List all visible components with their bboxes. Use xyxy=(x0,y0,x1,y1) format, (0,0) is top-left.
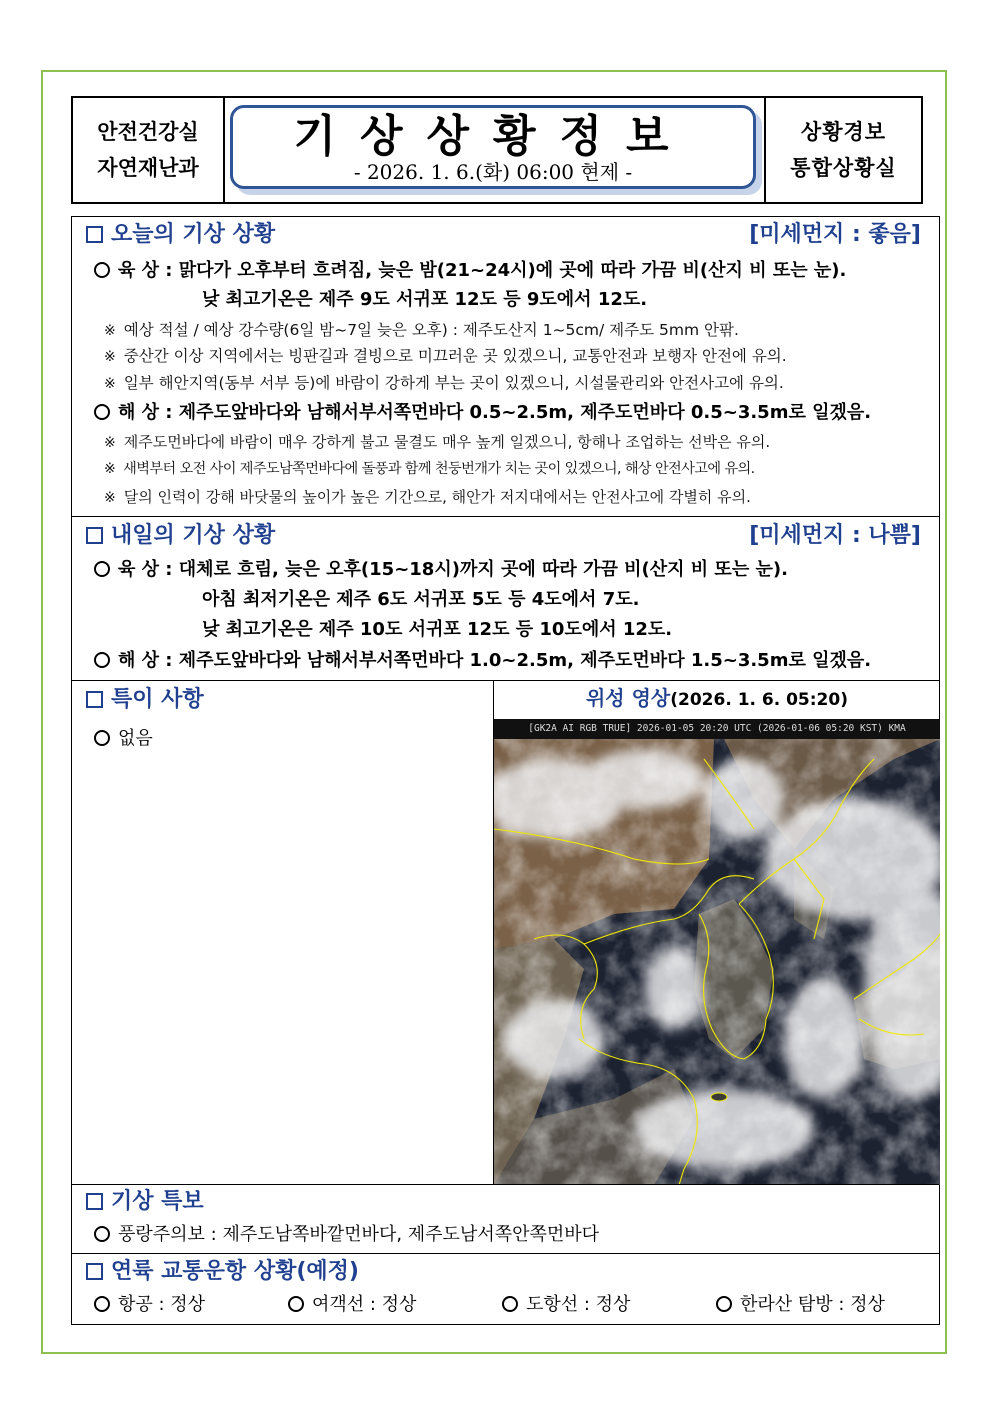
traffic-item-text: 도항선 : 정상 xyxy=(526,1294,631,1315)
today-note-5 xyxy=(104,456,755,482)
today-sea-line xyxy=(94,399,871,427)
warning-section-title xyxy=(86,1187,204,1217)
traffic-title-text: 연륙 교통운항 상황(예정) xyxy=(111,1259,359,1284)
report-date: - 2026. 1. 6.(화) 06:00 현제 - xyxy=(353,160,633,184)
satellite-image xyxy=(494,719,940,1185)
today-land-line xyxy=(94,257,846,285)
traffic-item-text: 항공 : 정상 xyxy=(118,1294,206,1315)
today-title-text: 오늘의 기상 상황 xyxy=(111,222,276,247)
warning-item xyxy=(94,1221,599,1249)
warning-title-text: 기상 특보 xyxy=(111,1189,204,1214)
today-note-3 xyxy=(104,370,784,397)
divider xyxy=(72,1253,939,1254)
special-item xyxy=(94,725,153,753)
divider xyxy=(72,1184,939,1185)
satellite-title xyxy=(494,683,940,715)
traffic-item-ferry xyxy=(288,1291,416,1319)
dept-line-2: 자연재난과 xyxy=(97,156,199,180)
special-item-text: 없음 xyxy=(118,728,153,749)
circle-bullet-icon xyxy=(94,730,110,746)
special-title-text: 특이 사항 xyxy=(111,687,204,712)
satellite-time: (2026. 1. 6. 05:20) xyxy=(670,690,848,710)
note-text: 새벽부터 오전 사이 제주도남쪽먼바다에 돌풍과 함께 천둥번개가 치는 곳이 있겠으니, 해상 안전사고에 유의. xyxy=(123,461,755,477)
report-table xyxy=(71,216,940,1325)
tomorrow-land-label: 육 상 : xyxy=(118,559,173,580)
today-dust-status: [미세먼지 : 좋음] xyxy=(749,222,921,247)
today-land-label: 육 상 : xyxy=(118,260,173,281)
tomorrow-dust-status: [미세먼지 : 나쁨] xyxy=(749,523,921,548)
today-land-line-2: 낮 최고기온은 제주 9도 서귀포 12도 등 9도에서 12도. xyxy=(202,289,648,310)
checkbox-icon xyxy=(86,527,103,544)
today-note-4 xyxy=(104,429,770,456)
page-title: 기상상황정보 xyxy=(293,111,693,162)
asterisk-icon: ※ xyxy=(104,490,116,506)
tomorrow-sea-text: 제주도앞바다와 남해서부서쪽먼바다 1.0~2.5m, 제주도먼바다 1.5~3.5m로 일겠음. xyxy=(178,650,872,671)
asterisk-icon: ※ xyxy=(104,349,116,365)
circle-bullet-icon xyxy=(502,1296,518,1312)
today-note-1 xyxy=(104,317,739,344)
satellite-caption: [GK2A AI RGB TRUE] 2026-01-05 20:20 UTC (2026-01-06 05:20 KST) KMA xyxy=(494,719,940,739)
circle-bullet-icon xyxy=(94,1226,110,1242)
today-section-title xyxy=(86,220,275,250)
satellite-title-text: 위성 영상 xyxy=(585,686,671,710)
tomorrow-title-text: 내일의 기상 상황 xyxy=(111,523,276,548)
tomorrow-land-line xyxy=(94,556,788,584)
divider xyxy=(72,516,939,517)
satellite-map-graphic xyxy=(494,739,940,1185)
today-sea-text: 제주도앞바다와 남해서부서쪽먼바다 0.5~2.5m, 제주도먼바다 0.5~3.5m로 일겠음. xyxy=(178,402,872,423)
note-text: 달의 인력이 강해 바닷물의 높이가 높은 기간으로, 해안가 저지대에서는 안전사고에 각별히 유의. xyxy=(123,488,751,506)
circle-bullet-icon xyxy=(94,561,110,577)
dept-line-1: 안전건강실 xyxy=(97,120,199,144)
today-land-text: 맑다가 오후부터 흐려짐, 늦은 밤(21~24시)에 곳에 따라 가끔 비(산지 비 또는 눈). xyxy=(178,260,847,281)
traffic-section-title xyxy=(86,1257,359,1287)
note-text: 예상 적설 / 예상 강수량(6일 밤~7일 늦은 오후) : 제주도산지 1~5cm/ 제주도 5mm 안팎. xyxy=(123,321,739,339)
traffic-item-text: 한라산 탐방 : 정상 xyxy=(740,1294,885,1315)
title-banner xyxy=(230,105,756,189)
office-line-2: 통합상황실 xyxy=(790,156,897,180)
asterisk-icon: ※ xyxy=(104,323,116,339)
traffic-item-hallasan xyxy=(716,1291,885,1319)
asterisk-icon: ※ xyxy=(104,461,116,477)
today-note-6 xyxy=(104,484,751,511)
note-text: 일부 해안지역(동부 서부 등)에 바람이 강하게 부는 곳이 있겠으니, 시설물관리와 안전사고에 유의. xyxy=(123,374,784,392)
divider xyxy=(72,680,939,681)
note-text: 중산간 이상 지역에서는 빙판길과 결빙으로 미끄러운 곳 있겠으니, 교통안전과 보행자 안전에 유의. xyxy=(123,347,787,365)
tomorrow-section-title xyxy=(86,521,275,551)
header xyxy=(71,96,923,204)
office-label xyxy=(764,98,921,202)
tomorrow-land-line-3: 낮 최고기온은 제주 10도 서귀포 12도 등 10도에서 12도. xyxy=(202,619,673,640)
circle-bullet-icon xyxy=(94,652,110,668)
office-line-1: 상황경보 xyxy=(800,120,887,144)
circle-bullet-icon xyxy=(288,1296,304,1312)
circle-bullet-icon xyxy=(94,404,110,420)
traffic-item-island-ferry xyxy=(502,1291,630,1319)
asterisk-icon: ※ xyxy=(104,435,116,451)
checkbox-icon xyxy=(86,1193,103,1210)
circle-bullet-icon xyxy=(716,1296,732,1312)
tomorrow-sea-label: 해 상 : xyxy=(118,650,173,671)
traffic-item-text: 여객선 : 정상 xyxy=(312,1294,417,1315)
tomorrow-land-text: 대체로 흐림, 늦은 오후(15~18시)까지 곳에 따라 가끔 비(산지 비 또는 눈). xyxy=(178,559,788,580)
note-text: 제주도먼바다에 바람이 매우 강하게 불고 물결도 매우 높게 일겠으니, 항해나 조업하는 선박은 유의. xyxy=(123,433,771,451)
checkbox-icon xyxy=(86,1263,103,1280)
circle-bullet-icon xyxy=(94,262,110,278)
today-note-2 xyxy=(104,343,787,370)
circle-bullet-icon xyxy=(94,1296,110,1312)
asterisk-icon: ※ xyxy=(104,376,116,392)
checkbox-icon xyxy=(86,226,103,243)
warning-item-text: 풍랑주의보 : 제주도남쪽바깥먼바다, 제주도남서쪽안쪽먼바다 xyxy=(118,1224,600,1245)
traffic-item-air xyxy=(94,1291,205,1319)
tomorrow-sea-line xyxy=(94,647,871,675)
dept-label xyxy=(73,98,225,202)
checkbox-icon xyxy=(86,691,103,708)
today-sea-label: 해 상 : xyxy=(118,402,173,423)
tomorrow-land-line-2: 아침 최저기온은 제주 6도 서귀포 5도 등 4도에서 7도. xyxy=(202,589,640,610)
special-section-title xyxy=(86,685,204,715)
